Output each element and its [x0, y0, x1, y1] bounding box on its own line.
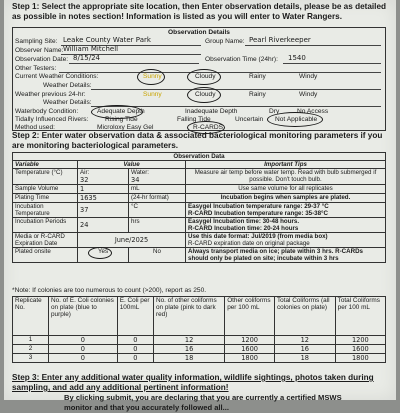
- circle-mark: [137, 69, 165, 85]
- waterbody-adequate[interactable]: Adequate Depth: [97, 108, 145, 115]
- incubation-period-unit: hrs: [129, 218, 186, 233]
- weather-details-label: Weather Details:: [43, 82, 92, 89]
- replicate-value[interactable]: 12: [274, 336, 335, 345]
- sample-volume-unit: mL: [129, 185, 186, 194]
- replicate-number: 3: [13, 354, 49, 363]
- step3-footer: By clicking submit, you are declaring that you are currently a certified MSWS monitor and that you accurately followed all...: [64, 393, 342, 412]
- col-value: Value: [78, 161, 186, 169]
- col-variable: Variable: [13, 161, 78, 169]
- replicate-value[interactable]: 0: [48, 336, 117, 345]
- expiration-tip-2: R-CARD expiration date on original package: [188, 240, 310, 247]
- current-weather-label: Current Weather Conditions:: [15, 73, 99, 80]
- step1-instructions: Step 1: Select the appropriate site location, then Enter observation details, please be as detailed as possible in notes section! Information is listed as you will enter to Water Rangers.: [12, 2, 387, 21]
- method-rcards[interactable]: R-CARDS: [193, 124, 224, 131]
- water-label: Water:: [131, 169, 149, 176]
- method-label: Method used:: [15, 124, 55, 131]
- other-testers-label: Other Testers:: [15, 65, 57, 72]
- observation-details-title: Observation Details: [168, 29, 230, 36]
- row-sample-volume: [13, 185, 386, 194]
- temperature-label: Temperature (°C): [13, 169, 78, 185]
- replicate-row: [13, 336, 386, 345]
- tidal-falling[interactable]: Falling Tide: [177, 116, 211, 123]
- date-line: [69, 63, 199, 64]
- sample-volume-value[interactable]: 1: [78, 185, 129, 194]
- replicate-value[interactable]: 0: [117, 336, 153, 345]
- previous-weather-cloudy[interactable]: Cloudy: [195, 91, 216, 98]
- air-value[interactable]: 32: [80, 176, 89, 184]
- step2-instructions: Step 2: Enter water observation data & associated bacteriological monitoring parameters if you are monitoring bacteriological parameters.: [12, 131, 383, 150]
- replicate-value[interactable]: 16: [153, 345, 224, 354]
- air-label: Air:: [80, 169, 90, 176]
- weather-details-line: [91, 89, 381, 90]
- circle-mark: [187, 87, 221, 103]
- expiration-tip-1: Use this date format: Jul/2019 (from media box): [188, 233, 328, 240]
- water-cell[interactable]: [129, 169, 186, 185]
- current-weather-sunny[interactable]: Sunny: [143, 73, 162, 80]
- circle-mark: [267, 112, 323, 127]
- group-name-label: Group Name:: [205, 38, 245, 45]
- date-label: Observation Date:: [15, 56, 69, 63]
- incubation-period-tip-2: R-CARD Incubation time: 20-24 hours: [188, 225, 299, 232]
- replicate-row: [13, 354, 386, 363]
- replicate-value[interactable]: 18: [153, 354, 224, 363]
- incubation-temp-label: Incubation Temperature: [13, 203, 78, 218]
- row-plating-time: [13, 194, 386, 203]
- incubation-period-tip-1: Easygel Incubation time: 30-48 hours.: [188, 218, 300, 225]
- plating-time-tip: Incubation begins when samples are plated.: [186, 194, 386, 203]
- plating-time-unit: (24-hr format): [129, 194, 186, 203]
- datasheet-page: [4, 0, 396, 412]
- row-incubation-temp: [13, 203, 386, 218]
- plating-time-value[interactable]: 1635: [78, 194, 129, 203]
- incubation-temp-unit: °C: [129, 203, 186, 218]
- incubation-period-value[interactable]: 24: [78, 218, 129, 233]
- time-label: Observation Time (24hr):: [205, 56, 278, 63]
- plated-onsite-tip: Always transport media on ice; plate within 3 hrs. R-CARDs should only be plated on site; incubate within 3 hrs: [186, 248, 386, 263]
- replicate-col-header: Total Coliforms (all colonies on plate): [274, 297, 335, 336]
- waterbody-dry[interactable]: Dry: [269, 108, 280, 115]
- replicate-number: 2: [13, 345, 49, 354]
- incubation-period-label: Incubation Periods: [13, 218, 78, 233]
- plated-onsite-no[interactable]: No: [129, 248, 186, 263]
- tidal-label: Tidally Influenced Rivers:: [15, 116, 89, 123]
- observer-label: Observer Name:: [15, 47, 64, 54]
- row-plated-onsite: [13, 248, 386, 263]
- replicate-col-header: E. Coli per 100mL: [117, 297, 153, 336]
- replicate-value[interactable]: 1800: [335, 354, 385, 363]
- replicate-value[interactable]: 12: [153, 336, 224, 345]
- row-temperature: [13, 169, 386, 185]
- circle-mark: [187, 69, 221, 85]
- replicate-value[interactable]: 0: [117, 354, 153, 363]
- incubation-temp-tip-1: Easygel Incubation temperature range: 29-37 °C: [188, 203, 329, 210]
- sample-volume-label: Sample Volume: [13, 185, 78, 194]
- group-name-value[interactable]: Pearl Riverkeeper: [249, 36, 311, 44]
- tidal-rising[interactable]: Rising Tide: [105, 116, 138, 123]
- col-tips: Important Tips: [186, 161, 386, 169]
- plated-onsite-yes-cell[interactable]: [78, 248, 129, 263]
- replicate-table: [12, 296, 386, 363]
- waterbody-inadequate[interactable]: Inadequate Depth: [185, 108, 238, 115]
- waterbody-label: Waterbody Condition:: [15, 108, 79, 115]
- replicate-value[interactable]: 1600: [335, 345, 385, 354]
- observation-details-box: [12, 27, 386, 131]
- tidal-uncertain[interactable]: Uncertain: [235, 116, 264, 123]
- method-easygel[interactable]: Microloxy Easy Gel: [97, 124, 154, 131]
- replicate-col-header: No. of other coliforms on plate (pink to dark red): [153, 297, 224, 336]
- row-expiration: [13, 233, 386, 248]
- current-weather-cloudy[interactable]: Cloudy: [195, 73, 216, 80]
- sample-volume-tip: Use same volume for all replicates: [186, 185, 386, 194]
- waterbody-no-access[interactable]: No Access: [297, 108, 329, 115]
- replicate-value[interactable]: 1200: [225, 336, 275, 345]
- current-weather-windy[interactable]: Windy: [299, 73, 318, 80]
- temperature-tip: Measure air temp before water temp. Read with bulb submerged if possible. Don't touch bulb.: [186, 169, 386, 185]
- observation-data-table: [12, 152, 386, 263]
- incubation-temp-tip-2: R-CARD Incubation temperature range: 35-38°C: [188, 210, 328, 217]
- observer-value[interactable]: William Mitchell: [63, 45, 119, 53]
- step3-instructions: [12, 373, 384, 393]
- replicate-header-row: [13, 297, 386, 336]
- replicate-value[interactable]: 0: [117, 345, 153, 354]
- replicate-number: 1: [13, 336, 49, 345]
- observation-data-title: Observation Data: [13, 153, 386, 161]
- replicate-value[interactable]: 1800: [225, 354, 275, 363]
- previous-weather-sunny[interactable]: Sunny: [143, 91, 162, 98]
- circle-mark: [88, 247, 112, 259]
- plated-onsite-label: Plated onsite: [13, 248, 78, 263]
- row-incubation-period: [13, 218, 386, 233]
- expiration-value[interactable]: June/2025: [78, 233, 186, 248]
- sampling-site-label: Sampling Site:: [15, 38, 58, 45]
- tidal-not-applicable[interactable]: Not Applicable: [275, 116, 318, 123]
- other-testers-line: [59, 72, 381, 73]
- water-value[interactable]: 34: [131, 176, 140, 184]
- replicate-value[interactable]: 16: [274, 345, 335, 354]
- replicate-col-header: Other coliforms per 100 mL: [225, 297, 275, 336]
- replicate-value[interactable]: 0: [48, 345, 117, 354]
- replicate-row: [13, 345, 386, 354]
- replicate-value[interactable]: 0: [48, 354, 117, 363]
- previous-weather-label: Weather previous 24-hr:: [15, 91, 86, 98]
- replicate-value[interactable]: 18: [274, 354, 335, 363]
- replicate-col-header: Replicate No.: [13, 297, 49, 336]
- previous-weather-windy[interactable]: Windy: [299, 91, 318, 98]
- plating-time-label: Plating Time: [13, 194, 78, 203]
- replicate-col-header: Total Coliforms per 100 mL: [335, 297, 385, 336]
- replicate-value[interactable]: 1200: [335, 336, 385, 345]
- step3-text: Step 3: Enter any additional water quality information, wildlife sightings, photos taken during sampling, and add any additional pertinent information!: [12, 373, 374, 392]
- replicate-col-header: No. of E. Coli colonies on plate (blue to purple): [48, 297, 117, 336]
- air-cell[interactable]: [78, 169, 129, 185]
- group-name-line: [245, 45, 381, 46]
- replicate-value[interactable]: 1600: [225, 345, 275, 354]
- previous-weather-rainy[interactable]: Rainy: [249, 91, 266, 98]
- date-value[interactable]: 8/15/24: [73, 54, 100, 62]
- weather-details-label-2: Weather Details:: [43, 99, 92, 106]
- sampling-site-value[interactable]: Leake County Water Park: [63, 36, 151, 44]
- plated-onsite-yes[interactable]: Yes: [97, 248, 109, 255]
- time-value[interactable]: 1540: [288, 54, 306, 62]
- expiration-label: Media or R-CARD Expiration Date: [13, 233, 78, 248]
- time-line: [283, 63, 381, 64]
- too-numerous-note: *Note: If colonies are too numerous to count (>200), report as 250.: [12, 287, 207, 294]
- incubation-temp-value[interactable]: 37: [78, 203, 129, 218]
- current-weather-rainy[interactable]: Rainy: [249, 73, 266, 80]
